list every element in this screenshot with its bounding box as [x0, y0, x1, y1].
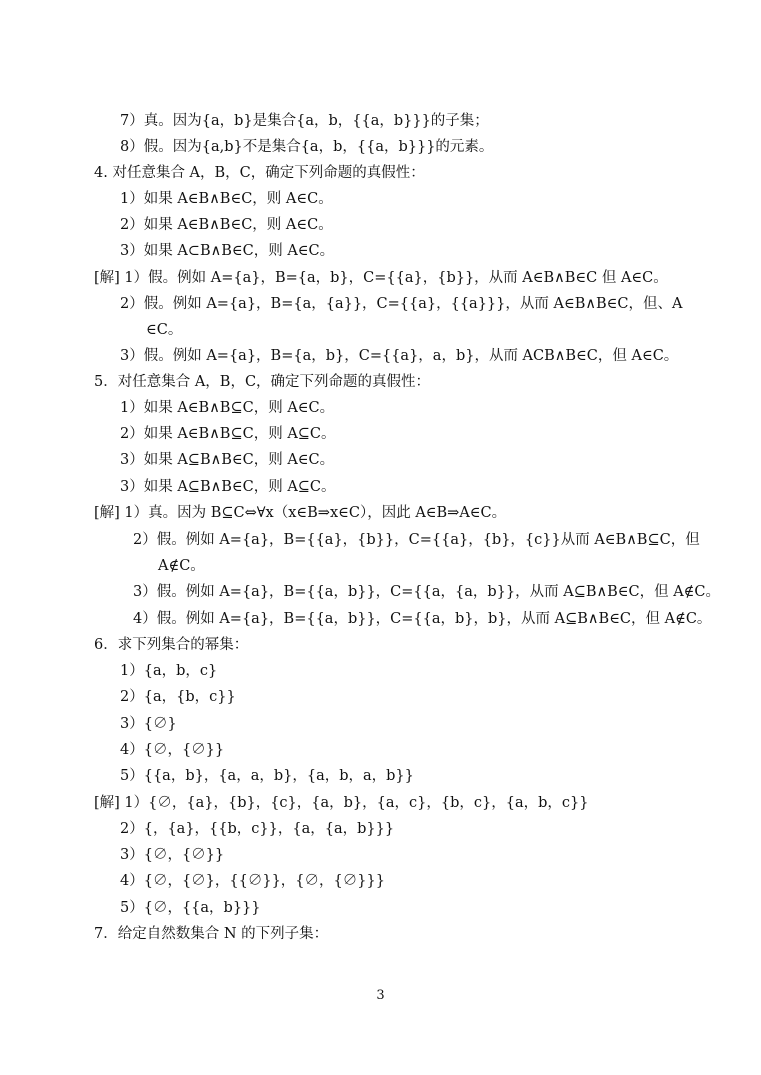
text-line: 2）假。例如 A={a}，B={{a}，{b}}，C={{a}，{b}，{c}}从而 A∈B∧B⊆C，但	[133, 532, 700, 548]
text-line: 4）假。例如 A={a}，B={{a，b}}，C={{a，b}，b}，从而 A⊆B∧B∈C，但 A∉C。	[133, 611, 712, 627]
text-line: 3）{∅}	[120, 716, 177, 732]
question-heading: 6．求下列集合的幂集：	[94, 637, 249, 653]
text-line: 4）{∅，{∅}，{{∅}}，{∅，{∅}}}	[120, 873, 385, 889]
text-line: 3）如果 A⊆B∧B∈C，则 A∈C。	[120, 452, 335, 468]
text-line: A∉C。	[158, 558, 205, 574]
text-line: 3）{∅，{∅}}	[120, 847, 225, 863]
solution-line: [解] 1）{∅，{a}，{b}，{c}，{a，b}，{a，c}，{b，c}，{a，b，c}}	[94, 795, 589, 811]
page-number: 3	[376, 988, 385, 1003]
text-line: 3）如果 A⊂B∧B∈C，则 A∈C。	[120, 243, 335, 259]
text-line: 7）真。因为{a，b}是集合{a，b，{{a，b}}}的子集；	[120, 113, 489, 129]
text-line: 2）如果 A∈B∧B⊆C，则 A⊆C。	[120, 426, 336, 442]
question-heading: 4. 对任意集合 A，B，C，确定下列命题的真假性：	[94, 165, 425, 181]
text-line: 1）如果 A∈B∧B⊆C，则 A∈C。	[120, 400, 335, 416]
question-heading: 7．给定自然数集合 N 的下列子集：	[94, 926, 329, 942]
text-line: 1）如果 A∈B∧B∈C，则 A∈C。	[120, 191, 333, 207]
text-line: ∈C。	[146, 322, 183, 338]
solution-line: [解] 1）真。因为 B⊆C⇔∀x（x∈B⇒x∈C），因此 A∈B⇒A∈C。	[94, 505, 507, 521]
text-line: 2）{，{a}，{{b，c}}，{a，{a，b}}}	[120, 821, 395, 837]
text-line: 5）{∅，{{a，b}}}	[120, 900, 261, 916]
text-line: 2）如果 A∈B∧B∈C，则 A∈C。	[120, 217, 333, 233]
text-line: 5）{{a，b}，{a，a，b}，{a，b，a，b}}	[120, 768, 414, 784]
text-line: 2）{a，{b，c}}	[120, 689, 236, 705]
solution-line: [解] 1）假。例如 A={a}，B={a，b}，C={{a}，{b}}，从而 A∈B∧B∈C 但 A∈C。	[94, 270, 668, 286]
text-line: 4）{∅，{∅}}	[120, 742, 225, 758]
text-line: 2）假。例如 A={a}，B={a，{a}}，C={{a}，{{a}}}，从而 A∈B∧B∈C，但、A	[120, 296, 683, 312]
text-line: 8）假。因为{a,b}不是集合{a，b，{{a，b}}}的元素。	[120, 139, 494, 155]
question-heading: 5．对任意集合 A，B，C，确定下列命题的真假性：	[94, 374, 431, 390]
text-line: 3）如果 A⊆B∧B∈C，则 A⊆C。	[120, 479, 336, 495]
text-line: 3）假。例如 A={a}，B={a，b}，C={{a}，a，b}，从而 ACB∧B∈C，但 A∈C。	[120, 348, 679, 364]
text-line: 3）假。例如 A={a}，B={{a，b}}，C={{a，{a，b}}，从而 A⊆B∧B∈C，但 A∉C。	[133, 584, 721, 600]
text-line: 1）{a，b，c}	[120, 663, 218, 679]
